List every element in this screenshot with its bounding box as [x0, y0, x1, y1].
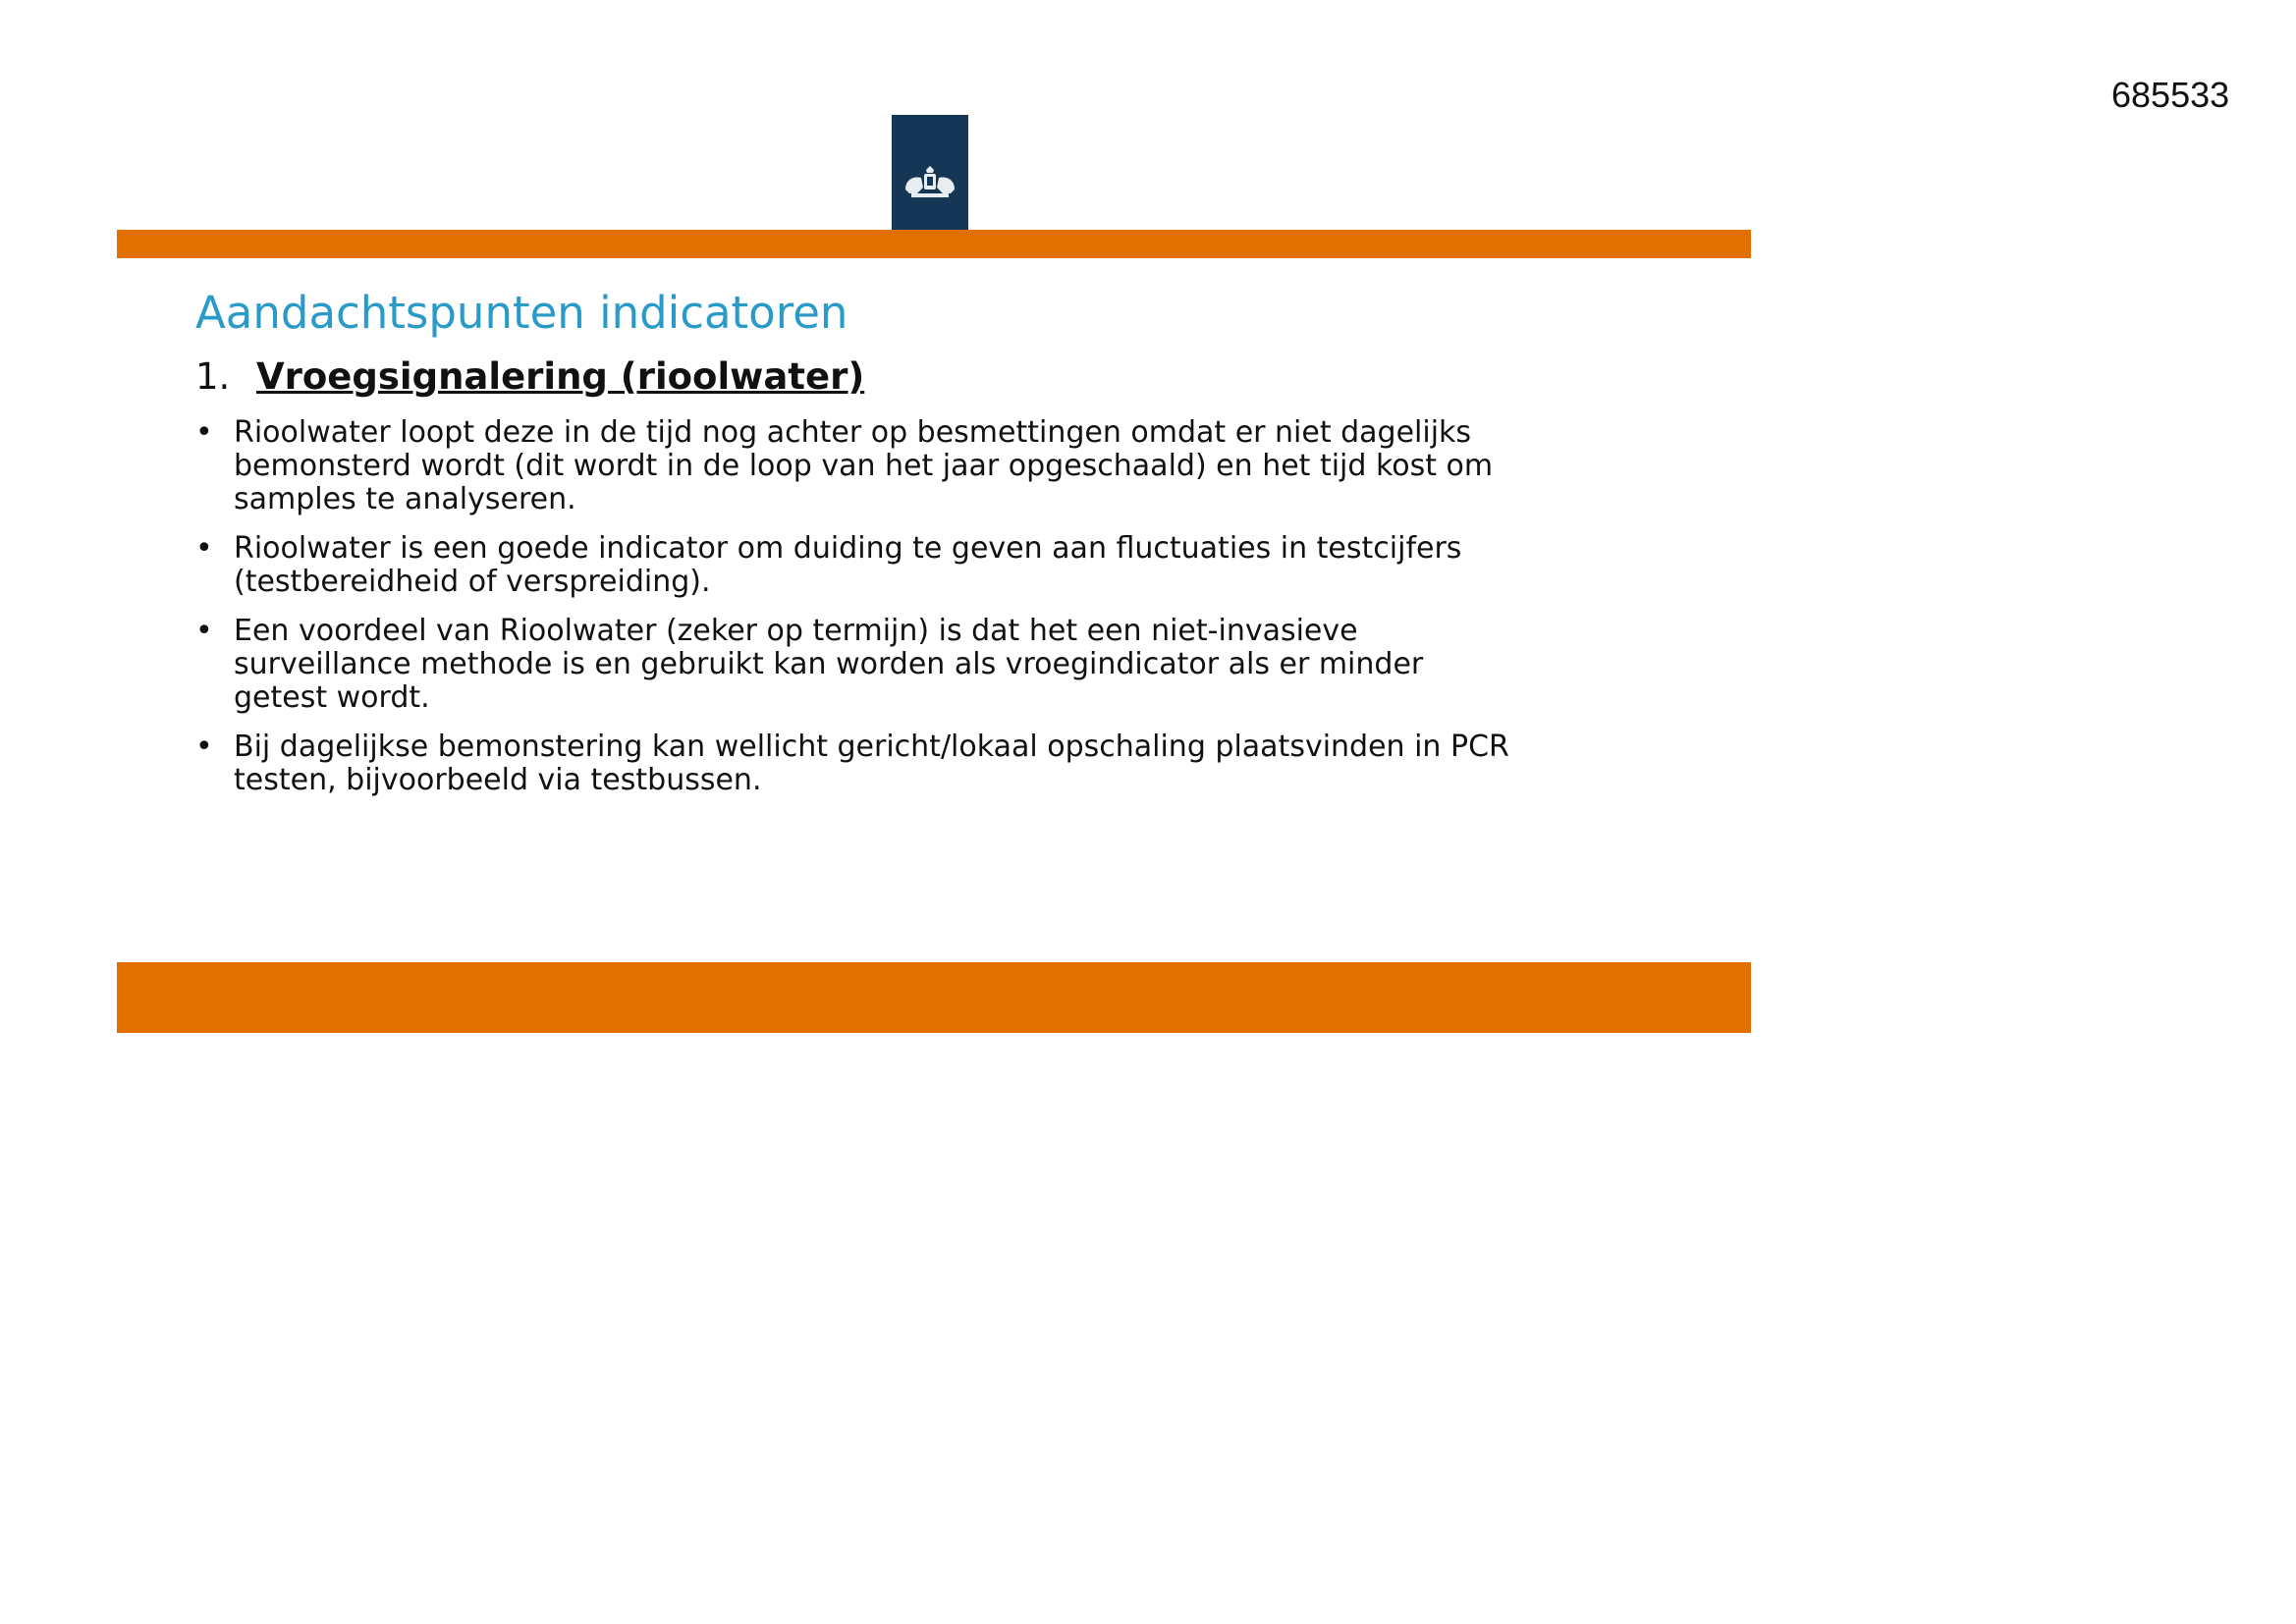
crest-icon	[900, 164, 960, 203]
bullet-item	[195, 731, 1509, 797]
slide-title: Aandachtspunten indicatoren	[195, 287, 848, 339]
bullet-list	[195, 416, 1509, 813]
bullet-icon: •	[195, 415, 213, 450]
bullet-line: (testbereidheid of verspreiding).	[234, 565, 711, 599]
bullet-item	[195, 416, 1509, 516]
top-accent-bar	[117, 230, 1751, 258]
bullet-line: surveillance methode is en gebruikt kan worden als vroegindicator als er minder	[234, 647, 1424, 681]
bottom-accent-bar	[117, 962, 1751, 1033]
bullet-item	[195, 615, 1509, 715]
government-logo	[892, 115, 968, 231]
section-number: 1.	[195, 355, 231, 398]
bullet-line: testen, bijvoorbeeld via testbussen.	[234, 763, 762, 797]
bullet-line: Rioolwater is een goede indicator om duiding te geven aan fluctuaties in testcijfers	[234, 531, 1462, 566]
bullet-line: samples te analyseren.	[234, 482, 576, 516]
bullet-icon: •	[195, 531, 213, 566]
bullet-line: getest wordt.	[234, 680, 430, 715]
bullet-icon: •	[195, 614, 213, 648]
page-number: 685533	[2111, 75, 2230, 115]
bullet-icon: •	[195, 730, 213, 764]
section-heading-text: Vroegsignalering (rioolwater)	[256, 355, 865, 398]
bullet-line: Een voordeel van Rioolwater (zeker op termijn) is dat het een niet-invasieve	[234, 614, 1358, 648]
bullet-line: Bij dagelijkse bemonstering kan wellicht gericht/lokaal opschaling plaatsvinden in PCR	[234, 730, 1509, 764]
bullet-line: bemonsterd wordt (dit wordt in de loop van het jaar opgeschaald) en het tijd kost om	[234, 449, 1494, 483]
bullet-line: Rioolwater loopt deze in de tijd nog achter op besmettingen omdat er niet dagelijks	[234, 415, 1472, 450]
section-heading	[195, 355, 864, 398]
bullet-item	[195, 532, 1509, 599]
